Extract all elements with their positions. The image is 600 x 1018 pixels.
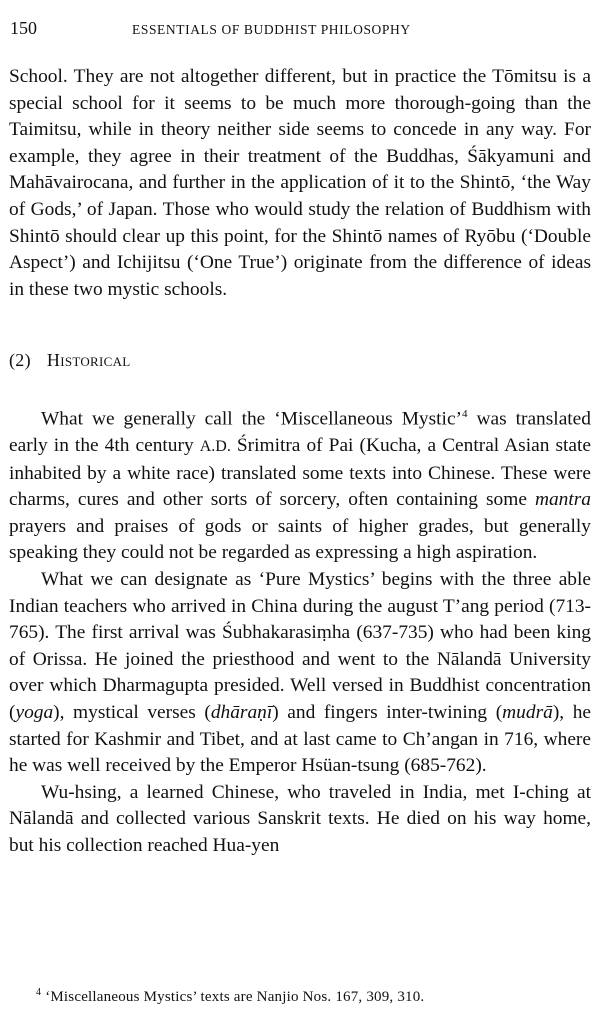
footnote [36, 987, 424, 1006]
paragraph-3 [9, 567, 591, 780]
paragraph-1: School. They are not altogether different, but in practice the Tōmitsu is a special school for it seems to be much more thorough-going than the Taimitsu, while in theory neither side seems to concede in any way. For example, they agree in their treatment of the Buddhas, Śākyamuni and Mahāvairocana, and further in the application of it to the Shintō, ‘the Way of Gods,’ of Japan. Those who would study the relation of Buddhism with Shintō should clear up this point, for the Shintō names of Ryōbu (‘Double Aspect’) and Ichijitsu (‘One True’) originate from the difference of ideas in these two mystic schools. [9, 66, 591, 300]
running-title: ESSENTIALS OF BUDDHIST PHILOSOPHY [132, 22, 411, 37]
paragraph-2-text-d: prayers and praises of gods or saints of higher grades, but generally speaking they could not be regarded as expressing a high aspiration. [9, 515, 591, 564]
page-body [9, 64, 591, 860]
footnote-text: ‘Miscellaneous Mystics’ texts are Nanjio Nos. 167, 309, 310. [45, 989, 425, 1005]
italic-term-dharani: dhāraṇī [210, 701, 273, 723]
italic-term-yoga: yoga [15, 701, 54, 723]
paragraph-2-text-a: What we generally call the ‘Miscellaneous Mystic’ [41, 408, 463, 430]
paragraph-3-text-d: ), he started for Kashmir and Tibet, and at last came to Ch’angan in 716, where he was well received by the Emperor Hsüan-tsung (685-762). [9, 701, 591, 777]
section-number: (2) [9, 350, 31, 371]
paragraph-2-text-c: Śrimitra of Pai (Kucha, a Central Asian state inhabited by a white race) translated some texts into Chinese. These were charms, cures and other sorts of sorcery, often containing some [9, 435, 591, 511]
paragraph-3-text-a: What we can designate as ‘Pure Mystics’ begins with the three able Indian teachers who arrived in China during the august T’ang period (713-765). The first arrival was Śubhakarasiṃha (637-735) who had been king of Orissa. He joined the priesthood and went to the Nālandā University over which Dharmagupta presided. Well versed in Buddhist concentration ( [9, 568, 591, 723]
era-abbreviation: A.D. [199, 438, 231, 455]
section-title: Historical [46, 350, 131, 371]
paragraph-3-text-c: ) and fingers inter-twining ( [272, 701, 503, 723]
footnote-mark: 4 [36, 987, 42, 998]
paragraph-2 [9, 401, 591, 567]
paragraph-4: Wu-hsing, a learned Chinese, who traveled in India, met I-ching at Nālandā and collected various Sanskrit texts. He died on his way home, but his collection reached Hua-yen [9, 781, 591, 856]
page-number: 150 [10, 18, 37, 38]
italic-term-mantra: mantra [534, 489, 591, 511]
section-heading [9, 347, 591, 374]
paragraph-2-text-b: was translated early in the 4th century [9, 408, 591, 456]
paragraph-3-text-b: ), mystical verses ( [53, 701, 211, 723]
running-header [10, 18, 588, 39]
italic-term-mudra: mudrā [502, 701, 553, 723]
footnote-reference: 4 [462, 407, 468, 420]
